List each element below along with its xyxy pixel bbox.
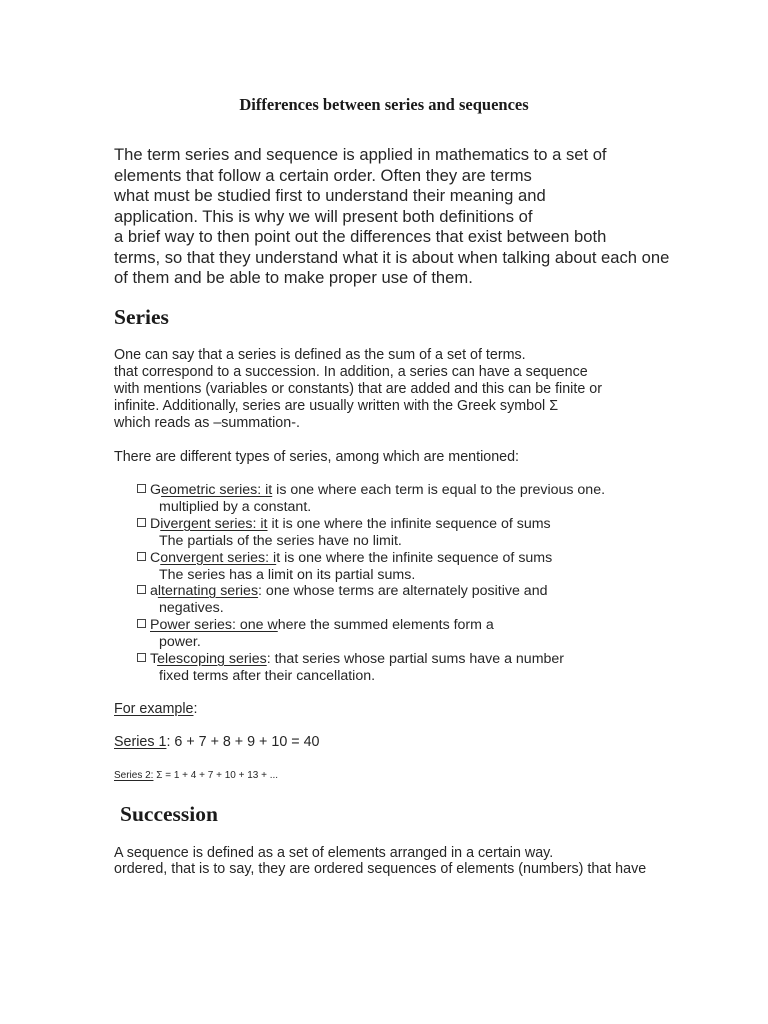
series-type-term: Power series: one w (150, 617, 278, 633)
example-series-1-label: Series 1 (114, 734, 167, 750)
succession-line: A sequence is defined as a set of elements arranged in a certain way. (114, 845, 554, 861)
intro-line: what must be studied first to understand their meaning and (114, 186, 546, 205)
intro-line: of them and be able to make proper use of them. (114, 268, 473, 287)
definition-line: with mentions (variables or constants) that are added and this can be finite or (114, 381, 602, 397)
checkbox-bullet-icon (137, 552, 146, 561)
list-item: Geometric series: it is one where each term is equal to the previous one. multiplied by a constant. (137, 482, 605, 516)
succession-line: ordered, that is to say, they are ordered sequences of elements (numbers) that have (114, 861, 647, 877)
checkbox-bullet-icon (137, 619, 146, 628)
series-type-term: lternating series (157, 583, 259, 599)
list-item: Telescoping series: that series whose partial sums have a number fixed terms after their cancellation. (137, 651, 564, 685)
checkbox-bullet-icon (137, 484, 146, 493)
intro-line: elements that follow a certain order. Often they are terms (114, 165, 532, 185)
intro-line: application. This is why we will present both definitions of (114, 206, 533, 226)
succession-heading: Succession (120, 802, 218, 826)
intro-line: terms, so that they understand what it is about when talking about each one (114, 247, 670, 267)
intro-line: a brief way to then point out the differences that exist between both (114, 227, 607, 246)
list-item: Convergent series: it is one where the infinite sequence of sums The series has a limit on its partial sums. (137, 550, 552, 584)
series-type-term: eometric series: it (161, 482, 273, 498)
example-label: For example: (114, 701, 198, 717)
list-item: Divergent series: it it is one where the infinite sequence of sums The partials of the series have no limit. (137, 516, 551, 550)
definition-line: infinite. Additionally, series are usually written with the Greek symbol Σ (114, 398, 559, 414)
checkbox-bullet-icon (137, 518, 146, 527)
series-heading: Series (114, 305, 169, 329)
example-series-2-label: Series 2: (114, 770, 154, 781)
document-title: Differences between series and sequences (239, 95, 529, 114)
definition-line: One can say that a series is defined as the sum of a set of terms. (114, 347, 526, 363)
definition-line: that correspond to a succession. In addition, a series can have a sequence (114, 364, 588, 380)
series-types-intro: There are different types of series, among which are mentioned: (114, 449, 520, 465)
example-series-1: Series 1: 6 + 7 + 8 + 9 + 10 = 40 (114, 734, 320, 750)
checkbox-bullet-icon (137, 653, 146, 662)
list-item: Power series: one where the summed elements form a power. (137, 617, 494, 651)
series-type-term: onvergent series: i (160, 550, 277, 566)
checkbox-bullet-icon (137, 585, 146, 594)
series-type-term: ivergent series: it (160, 516, 268, 532)
list-item: alternating series: one whose terms are alternately positive and negatives. (137, 583, 547, 617)
example-series-2: Series 2: Σ = 1 + 4 + 7 + 10 + 13 + ... (114, 770, 279, 781)
intro-line: The term series and sequence is applied in mathematics to a set of (114, 145, 607, 164)
series-type-term: elescoping series (157, 651, 267, 667)
definition-line: which reads as –summation-. (114, 415, 300, 431)
